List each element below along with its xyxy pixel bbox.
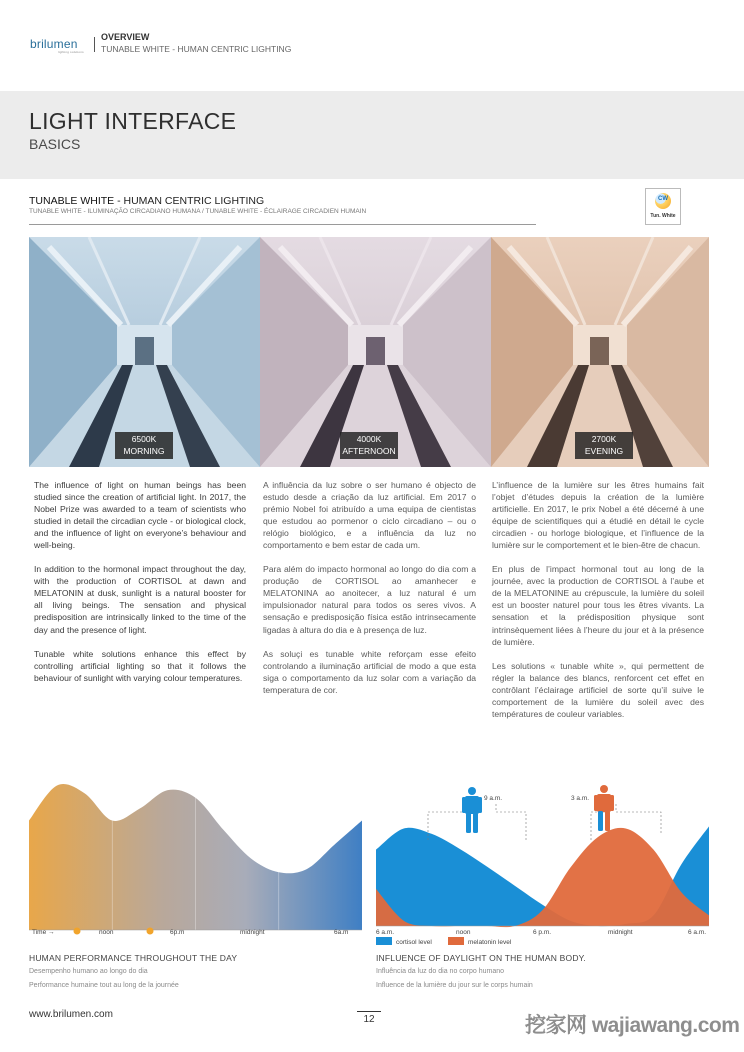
page-number: 12 xyxy=(363,1014,375,1025)
tick-6am: 6a.m xyxy=(334,929,349,936)
text-column-english xyxy=(34,479,246,696)
text-column-french xyxy=(492,479,704,732)
tick-6am-end: 6 a.m. xyxy=(688,929,707,936)
brand-logo: brilumen lighting solutions xyxy=(30,37,84,54)
x-axis-label: Time → xyxy=(32,929,55,936)
paragraph: Tunable white solutions enhance this effect by controlling artificial lighting so that it follows the behaviour of sunlight with varying colour temperatures. xyxy=(34,648,246,683)
guide-9am xyxy=(428,804,466,840)
tick-6pm: 6 p.m. xyxy=(533,929,552,936)
paragraph: As soluçi es tunable white reforçam esse efeito controlando a iluminação artificial de modo a que esta siga o comportamento da luz solar com a variação da temperatura de cor. xyxy=(263,648,476,695)
section-title: TUNABLE WHITE - HUMAN CENTRIC LIGHTING xyxy=(29,195,265,207)
header-divider xyxy=(94,37,95,52)
legend-melatonin: melatonin level xyxy=(468,939,512,946)
human-performance-svg xyxy=(29,770,362,938)
header-title: OVERVIEW xyxy=(101,32,150,42)
paragraph: The influence of light on human beings has been studied since the creation of artificial light. In 2017, the Nobel Prize was awarded to a team of scientists who studied in detail the circadian cycle - or biological clock, and the influence of light on everyone’s behaviour and well-being. xyxy=(34,480,246,551)
section-subtitle: TUNABLE WHITE - ILUMINAÇÃO CIRCADIANO HUMANA / TUNABLE WHITE - ÉCLAIRAGE CIRCADIEN HUMAIN xyxy=(29,208,367,215)
annotation-3am: 3 a.m. xyxy=(571,795,590,802)
daylight-influence-chart xyxy=(376,780,709,948)
tick-midnight: midnight xyxy=(608,929,633,936)
section-divider xyxy=(29,224,536,225)
chart2-title: INFLUENCE OF DAYLIGHT ON THE HUMAN BODY. xyxy=(376,953,586,963)
badge-label: Tun. White xyxy=(650,213,676,219)
chart1-title: HUMAN PERFORMANCE THROUGHOUT THE DAY xyxy=(29,953,238,963)
paragraph: Les solutions « tunable white », qui permettent de régler la balance des blancs, renforcent cet effet en contrôlant l’éclairage artificiel de sorte qu’il suive le comportement de la lumière du soleil avec des températures de couleur variables. xyxy=(492,660,704,719)
tick-noon: noon xyxy=(456,929,471,936)
paragraph: In addition to the hormonal impact throughout the day, with the production of CORTISOL at dawn and MELATONIN at dusk, sunlight is a natural booster for all living beings. The sensation and physical predisposition are intrinsically linked to the time of the day and the presence of light. xyxy=(34,564,246,635)
tunable-white-badge xyxy=(645,188,681,225)
corridor-photo-evening xyxy=(491,237,709,467)
badge-cw-text: CW xyxy=(658,196,668,202)
legend-cortisol: cortisol level xyxy=(396,939,432,946)
page-number-rule xyxy=(357,1011,381,1012)
tick-6am: 6 a.m. xyxy=(376,929,395,936)
temperature-label-afternoon: 4000K AFTERNOON xyxy=(340,432,398,459)
title-banner xyxy=(0,91,744,179)
legend-swatch-cortisol xyxy=(376,937,392,945)
guide-9am-right xyxy=(496,804,526,840)
tick-midnight: midnight xyxy=(240,929,265,936)
page-title: LIGHT INTERFACE xyxy=(29,108,237,134)
paragraph: Para além do impacto hormonal ao longo do dia com a produção de CORTISOL ao amanhecer e MELATONINA ao anoitecer, a luz natural é um impulsionador natural para todos os seres vivos. A sensação e predisposição física estão intrinsecamente ligadas à altura do dia e à presença de luz. xyxy=(263,564,476,635)
human-figure-melatonin-icon xyxy=(594,785,614,831)
paragraph: L’influence de la lumière sur les êtres humains fait l’objet d’études depuis la création de la lumière artificielle. En 2017, le prix Nobel a été décerné à une équipe de scientifiques qui a étudié en détail le cycle circadien - ou horloge biologique, et l’influence de la lumière sur le comportement et le bien-être de chacun. xyxy=(492,480,704,551)
annotation-9am: 9 a.m. xyxy=(484,795,503,802)
sun-icon xyxy=(74,928,81,935)
logo-tagline: lighting solutions xyxy=(58,50,84,54)
tick-noon: noon xyxy=(99,929,114,936)
chart1-subtitle-fr: Performance humaine tout au long de la journée xyxy=(29,982,179,989)
header-subtitle: TUNABLE WHITE - HUMAN CENTRIC LIGHTING xyxy=(101,44,292,54)
tick-6pm: 6p.m xyxy=(170,929,185,936)
paragraph: En plus de l’impact hormonal tout au long de la journée, avec la production de CORTISOL à l’aube et de la MELATONINE au crépuscule, la lumière du soleil est un booster naturel pour tous les êtres vivants. La sensation et la prédisposition physique sont intrinsèquement liées à l’heure du jour et à la présence de lumière. xyxy=(492,564,704,647)
footer-website-link[interactable]: www.brilumen.com xyxy=(29,1009,113,1020)
temperature-label-evening: 2700K EVENING xyxy=(575,432,633,459)
sun-icon xyxy=(147,928,154,935)
chart2-subtitle-pt: Influência da luz do dia no corpo humano xyxy=(376,968,505,975)
text-column-portuguese xyxy=(263,479,476,708)
human-figure-cortisol-icon xyxy=(462,787,482,833)
chart1-subtitle-pt: Desempenho humano ao longo do dia xyxy=(29,968,148,975)
watermark: 挖家网 wajiawang.com xyxy=(525,1014,740,1037)
chart2-subtitle-fr: Influence de la lumière du jour sur le corps humain xyxy=(376,982,533,989)
temperature-label-morning: 6500K MORNING xyxy=(115,432,173,459)
paragraph: A influência da luz sobre o ser humano é objecto de estudo desde a criação da luz artificial. Em 2017 o prémio Nobel foi atribuído a uma equipa de cientistas que estudou ao pormenor o ciclo circadiano – ou o relógio biológico, e a influência da luz no comportamento e bem estar de cada um. xyxy=(263,480,476,551)
page-subtitle: BASICS xyxy=(29,136,81,152)
legend-swatch-melatonin xyxy=(448,937,464,945)
human-performance-chart xyxy=(29,770,362,938)
corridor-photo-morning xyxy=(29,237,260,467)
daylight-influence-svg xyxy=(376,780,709,948)
corridor-photo-afternoon xyxy=(260,237,491,467)
